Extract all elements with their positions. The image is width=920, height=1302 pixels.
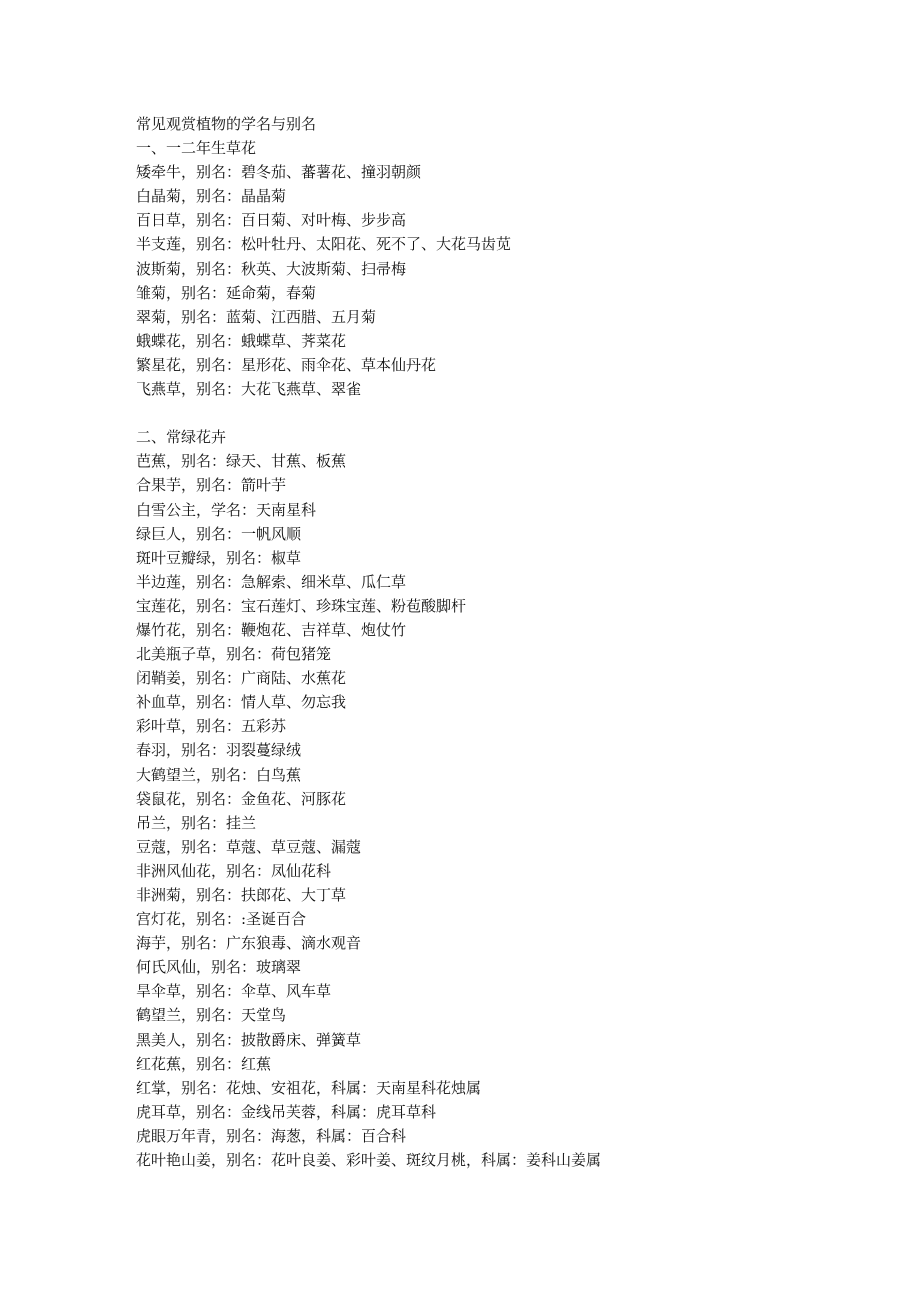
- list-item: 绿巨人，别名：一帆风顺: [136, 524, 302, 543]
- list-item: 补血草，别名：情人草、勿忘我: [136, 693, 347, 712]
- list-item: 红花蕉，别名：红蕉: [136, 1054, 272, 1073]
- list-item: 白雪公主，学名：天南星科: [136, 500, 317, 519]
- list-item: 雏菊，别名：延命菊，春菊: [136, 283, 317, 302]
- list-item: 旱伞草，别名：伞草、风车草: [136, 982, 332, 1001]
- list-item: 黑美人，别名：披散爵床、弹簧草: [136, 1030, 362, 1049]
- list-item: 宝莲花，别名：宝石莲灯、珍珠宝莲、粉苞酸脚杆: [136, 596, 467, 615]
- list-item: 爆竹花，别名：鞭炮花、吉祥草、炮仗竹: [136, 620, 407, 639]
- list-item: 红掌，别名：花烛、安祖花，科属：天南星科花烛属: [136, 1078, 482, 1097]
- list-item: 百日草，别名：百日菊、对叶梅、步步高: [136, 211, 407, 230]
- list-item: 大鹤望兰，别名：白鸟蕉: [136, 765, 302, 784]
- list-item: 飞燕草，别名：大花飞燕草、翠雀: [136, 380, 362, 399]
- list-item: 合果芋，别名：箭叶芋: [136, 476, 287, 495]
- list-item: 斑叶豆瓣绿，别名：椒草: [136, 548, 302, 567]
- list-item: 鹤望兰，别名：天堂鸟: [136, 1006, 287, 1025]
- list-item: 虎耳草，别名：金线吊芙蓉，科属：虎耳草科: [136, 1102, 437, 1121]
- list-item: 虎眼万年青，别名：海葱，科属：百合科: [136, 1126, 407, 1145]
- document-body: [136, 112, 876, 1172]
- list-item: 翠菊，别名：蓝菊、江西腊、五月菊: [136, 307, 377, 326]
- document-title: 常见观赏植物的学名与别名: [136, 115, 317, 133]
- list-item: 花叶艳山姜，别名：花叶良姜、彩叶姜、斑纹月桃，科属：姜科山姜属: [136, 1151, 602, 1170]
- section-heading: 二、常绿花卉: [136, 428, 227, 447]
- list-item: 吊兰，别名：挂兰: [136, 813, 257, 832]
- list-item: 繁星花，别名：星形花、雨伞花、草本仙丹花: [136, 355, 437, 374]
- list-item: 春羽，别名：羽裂蔓绿绒: [136, 741, 302, 760]
- list-item: 豆蔻，别名：草蔻、草豆蔻、漏蔻: [136, 837, 362, 856]
- list-item: 宫灯花，别名：:圣诞百合: [136, 910, 307, 929]
- section-heading: 一、一二年生草花: [136, 139, 257, 158]
- list-item: 彩叶草，别名：五彩苏: [136, 717, 287, 736]
- list-item: 矮牵牛，别名：碧冬茄、蕃薯花、撞羽朝颜: [136, 163, 422, 182]
- list-item: 波斯菊，别名：秋英、大波斯菊、扫帚梅: [136, 259, 407, 278]
- list-item: 海芋，别名：广东狼毒、滴水观音: [136, 934, 362, 953]
- list-item: 北美瓶子草，别名：荷包猪笼: [136, 645, 332, 664]
- section2-list: [136, 449, 876, 1172]
- list-item: 非洲风仙花，别名：凤仙花科: [136, 861, 332, 880]
- list-item: 袋鼠花，别名：金鱼花、河豚花: [136, 789, 347, 808]
- section-spacer: [136, 401, 876, 425]
- list-item: 芭蕉，别名：绿天、甘蕉、板蕉: [136, 452, 347, 471]
- list-item: 白晶菊，别名：晶晶菊: [136, 187, 287, 206]
- list-item: 非洲菊，别名：扶郎花、大丁草: [136, 886, 347, 904]
- list-item: 半支莲，别名：松叶牡丹、太阳花、死不了、大花马齿苋: [136, 235, 512, 254]
- section1-list: [136, 160, 876, 401]
- list-item: 闭鞘姜，别名：广商陆、水蕉花: [136, 669, 347, 688]
- list-item: 半边莲，别名：急解索、细米草、瓜仁草: [136, 572, 407, 591]
- list-item: 何氏风仙，别名：玻璃翠: [136, 958, 302, 977]
- list-item: 蛾蝶花，别名：蛾蝶草、荠菜花: [136, 331, 347, 350]
